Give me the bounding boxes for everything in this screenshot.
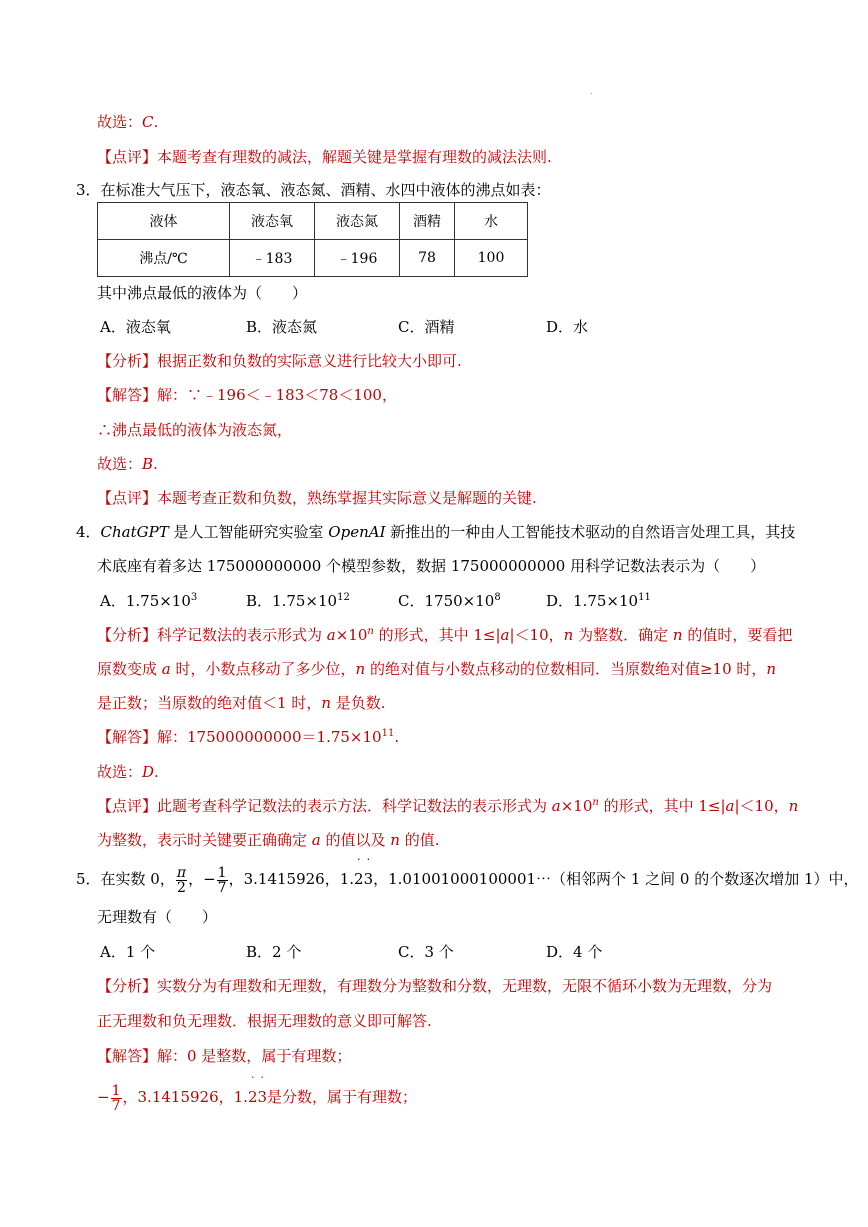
text: 是分数，属于有理数； xyxy=(267,1088,418,1106)
q5-option-a: A．1 个 xyxy=(100,943,156,961)
q4-analysis-line1 xyxy=(97,625,792,645)
q5-stem-line2: 无理数有（ ） xyxy=(97,908,218,926)
q3-analysis: 【分析】根据正数和负数的实际意义进行比较大小即可. xyxy=(97,352,462,370)
q4-option-b xyxy=(246,591,350,611)
q4-option-a xyxy=(100,591,197,611)
text: ×10 xyxy=(560,797,593,815)
denominator: 7 xyxy=(111,1097,121,1114)
option-exponent: 12 xyxy=(337,592,350,603)
text: 【解答】解：175000000000＝1.75×10 xyxy=(97,728,382,746)
text: 是正数；当原数的绝对值＜1 时， xyxy=(97,694,322,712)
digit: 3 xyxy=(363,870,374,888)
repeat-dot: · xyxy=(357,853,361,866)
fraction-one-seventh xyxy=(217,866,228,895)
text: 原数变成 xyxy=(97,660,162,678)
option-text: B．1.75×10 xyxy=(246,592,338,610)
q3-question: 其中沸点最低的液体为（ ） xyxy=(97,284,308,302)
repeat-dot: · xyxy=(250,1071,255,1084)
repeat-digit xyxy=(257,1071,268,1114)
q5-solution-line1: 【解答】解：0 是整数，属于有理数； xyxy=(97,1047,352,1065)
corner-mark: . xyxy=(590,87,593,96)
table-cell: 液态氧 xyxy=(230,203,315,240)
q3-option-d: D．水 xyxy=(546,318,589,336)
digit: 3 xyxy=(257,1088,268,1106)
table-cell: 78 xyxy=(400,240,455,277)
q5-stem xyxy=(76,853,859,896)
q4-stem xyxy=(76,522,795,542)
var-a: a xyxy=(161,660,171,678)
text: |＜10， xyxy=(509,626,564,644)
q2-comment: 【点评】本题考查有理数的减法，解题关键是掌握有理数的减法法则. xyxy=(97,148,552,166)
text: |＜10， xyxy=(734,797,789,815)
text: 的值. xyxy=(399,831,440,849)
stem-term: OpenAI xyxy=(328,523,386,541)
text: 为整数．确定 xyxy=(573,626,673,644)
text: 3.1415926， xyxy=(243,870,340,888)
var-n: n xyxy=(355,660,366,678)
table-cell: ﹣183 xyxy=(230,240,315,277)
table-cell: 液态氮 xyxy=(315,203,400,240)
text: 的绝对值与小数点移动的位数相同．当原数绝对值≥10 时， xyxy=(365,660,767,678)
text: 的值时，要看把 xyxy=(682,626,793,644)
q4-analysis-line2 xyxy=(97,659,776,679)
var-n: n xyxy=(766,660,777,678)
table-cell: 酒精 xyxy=(400,203,455,240)
var-n: n xyxy=(788,797,799,815)
var-a: a xyxy=(311,831,321,849)
q4-comment-line2 xyxy=(97,830,440,850)
q3-option-c: C．酒精 xyxy=(398,318,455,336)
q4-solution xyxy=(97,727,399,747)
digits: 1. xyxy=(339,870,355,888)
var-n: n xyxy=(390,831,400,849)
table-cell: ﹣196 xyxy=(315,240,400,277)
var-n: n xyxy=(321,694,331,712)
option-text: A．1.75×10 xyxy=(100,592,191,610)
option-exponent: 11 xyxy=(638,592,651,603)
answer-value: B xyxy=(142,455,154,473)
text: ， xyxy=(122,1088,138,1106)
text: 为整数，表示时关键要正确确定 xyxy=(97,831,312,849)
repeat-dot: · xyxy=(366,853,371,866)
q3-option-a: A．液态氧 xyxy=(100,318,171,336)
minus-sign: − xyxy=(97,1088,110,1106)
text: 3.1415926， xyxy=(137,1088,234,1106)
q5-analysis-line1: 【分析】实数分为有理数和无理数，有理数分为整数和分数，无理数，无限不循环小数为无理数，分为 xyxy=(97,977,773,995)
q5-option-b: B．2 个 xyxy=(246,943,302,961)
repeat-digit xyxy=(363,853,374,896)
text: ， xyxy=(188,870,204,888)
answer-label: 故选： xyxy=(97,455,143,473)
text: 【分析】科学记数法的表示形式为 xyxy=(97,626,327,644)
repeat-digit xyxy=(247,1071,258,1114)
repeating-decimal xyxy=(339,853,374,888)
text: 时，小数点移动了多少位， xyxy=(170,660,356,678)
q5-option-c: C．3 个 xyxy=(398,943,454,961)
text: 的形式，其中 1≤| xyxy=(598,797,726,815)
option-exponent: 8 xyxy=(494,592,501,603)
numerator: 1 xyxy=(111,1082,121,1099)
minus-sign: − xyxy=(203,870,216,888)
boiling-point-table xyxy=(97,202,528,277)
var-a: a xyxy=(725,797,735,815)
fraction-pi-over-2 xyxy=(176,866,187,895)
numerator: π xyxy=(176,864,187,881)
q5-analysis-line2: 正无理数和负无理数．根据无理数的意义即可解答. xyxy=(97,1012,432,1030)
question-number: 4． xyxy=(76,523,101,541)
text: 【点评】此题考查科学记数法的表示方法．科学记数法的表示形式为 xyxy=(97,797,552,815)
table-cell: 沸点/℃ xyxy=(98,240,230,277)
q3-solution: 【解答】解：∵﹣196＜﹣183＜78＜100， xyxy=(97,386,397,404)
digits: 1. xyxy=(233,1088,248,1106)
q3-answer xyxy=(97,454,158,474)
text: ×10 xyxy=(335,626,368,644)
repeat-dot: · xyxy=(260,1071,264,1084)
q4-analysis-line3 xyxy=(97,693,386,713)
text: 的值以及 xyxy=(320,831,391,849)
repeating-decimal xyxy=(233,1071,268,1106)
text: . xyxy=(394,728,400,746)
q3-comment: 【点评】本题考查正数和负数，熟练掌握其实际意义是解题的关键. xyxy=(97,489,537,507)
var-a: a xyxy=(326,626,336,644)
q4-stem-line2: 术底座有着多达 175000000000 个模型参数，数据 175000000000 用科学记数法表示为（ ） xyxy=(97,557,766,575)
table-row xyxy=(98,203,528,240)
digit: 2 xyxy=(354,870,364,888)
q4-comment-line1 xyxy=(97,796,798,816)
answer-end: . xyxy=(154,763,159,781)
text: ，1.01001000100001⋯（相邻两个 1 之间 0 的个数逐次增加 1）中， xyxy=(373,870,859,888)
q4-answer xyxy=(97,762,159,782)
option-text: D．1.75×10 xyxy=(546,592,639,610)
answer-label: 故选： xyxy=(97,763,143,781)
q3-solution-conclusion: ∴沸点最低的液体为液态氮， xyxy=(97,421,293,439)
var-a: a xyxy=(551,797,561,815)
text: ， xyxy=(228,870,244,888)
answer-end: . xyxy=(153,113,159,131)
repeat-digit xyxy=(354,853,364,896)
q4-option-c xyxy=(398,591,501,611)
numerator: 1 xyxy=(217,864,227,881)
var-n: n xyxy=(367,626,374,637)
option-text: C．1750×10 xyxy=(398,592,495,610)
table-row xyxy=(98,240,528,277)
text: 的形式，其中 1≤| xyxy=(373,626,501,644)
table-cell: 100 xyxy=(455,240,528,277)
option-exponent: 3 xyxy=(190,592,198,603)
var-a: a xyxy=(500,626,510,644)
stem-term: ChatGPT xyxy=(100,523,169,541)
text: 是负数. xyxy=(331,694,386,712)
fraction-one-seventh xyxy=(111,1084,122,1113)
stem-text: 新推出的一种由人工智能技术驱动的自然语言处理工具，其技 xyxy=(385,523,796,541)
denominator: 7 xyxy=(217,879,227,896)
var-n: n xyxy=(592,797,599,808)
answer-end: . xyxy=(153,455,158,473)
q4-option-d xyxy=(546,591,651,611)
q5-solution-line2 xyxy=(97,1071,418,1114)
q3-option-b: B．液态氮 xyxy=(246,318,318,336)
exponent: 11 xyxy=(381,728,395,739)
answer-value: C xyxy=(142,113,154,131)
var-n: n xyxy=(563,626,574,644)
table-cell: 水 xyxy=(455,203,528,240)
table-cell: 液体 xyxy=(98,203,230,240)
var-n: n xyxy=(672,626,683,644)
stem-text: 是人工智能研究实验室 xyxy=(168,523,329,541)
answer-label: 故选： xyxy=(97,113,143,131)
q5-option-d: D．4 个 xyxy=(546,943,603,961)
answer-value: D xyxy=(142,763,155,781)
digit: 2 xyxy=(247,1088,258,1106)
denominator: 2 xyxy=(177,879,186,896)
q3-stem: 3．在标准大气压下，液态氧、液态氮、酒精、水四中液体的沸点如表： xyxy=(76,181,551,199)
text: 5．在实数 0， xyxy=(76,870,175,888)
q2-answer xyxy=(97,112,158,132)
